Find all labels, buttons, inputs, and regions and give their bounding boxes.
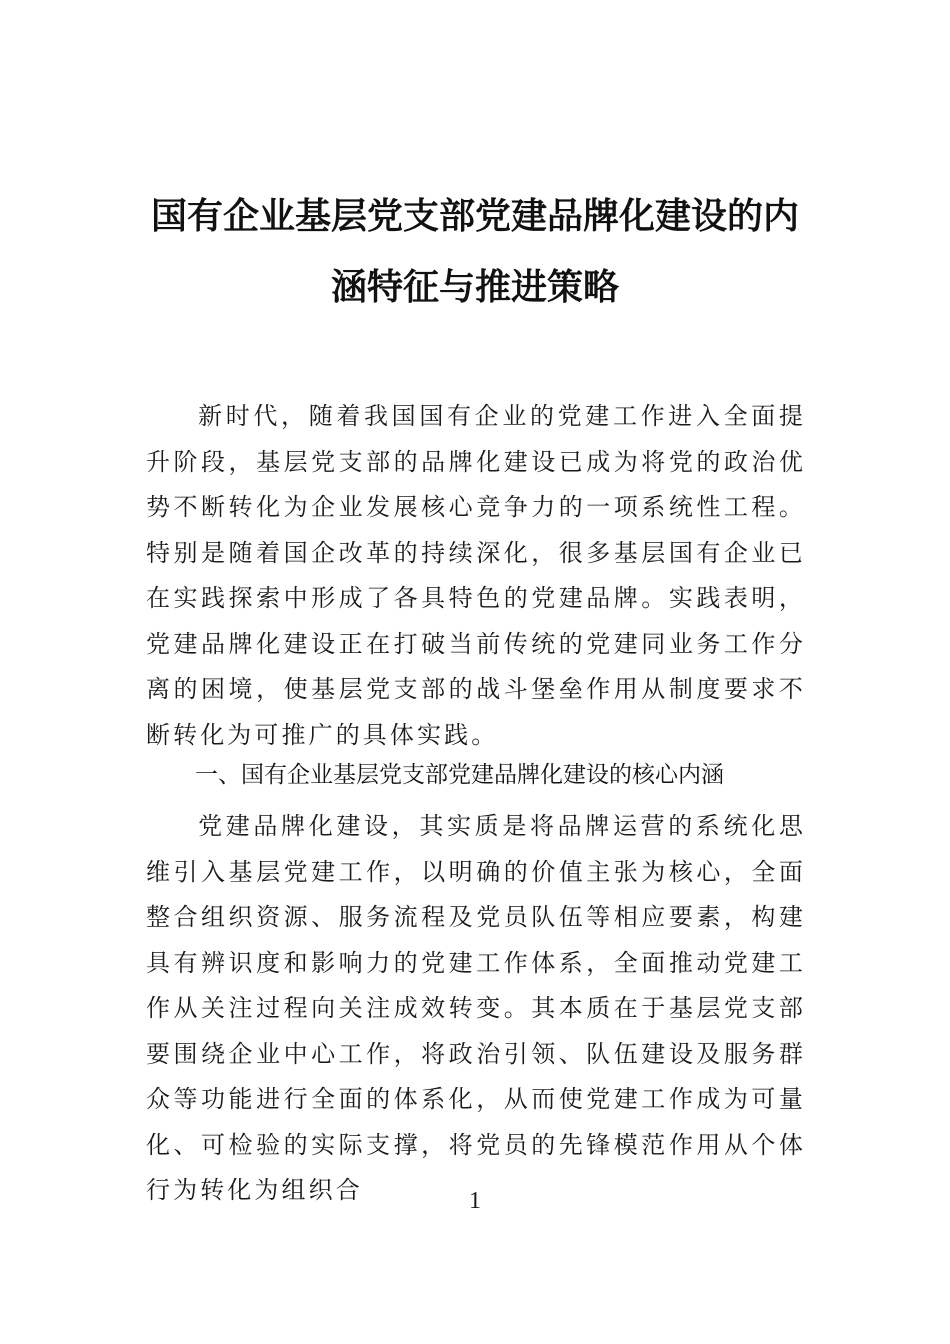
body-paragraph: 党建品牌化建设，其实质是将品牌运营的系统化思维引入基层党建工作，以明确的价值主张为核心，全面整合组织资源、服务流程及党员队伍等相应要素，构建具有辨识度和影响力的党建工作体系，全面推动党建工作从关注过程向关注成效转变。其本质在于基层党支部要围绕企业中心工作，将政治引领、队伍建设及服务群众等功能进行全面的体系化，从而使党建工作成为可量化、可检验的实际支撑，将党员的先锋模范作用从个体行为转化为组织合 [146, 812, 806, 1204]
page-number: 1 [469, 1188, 481, 1214]
document-title-line-2: 涵特征与推进策略 [330, 266, 619, 308]
document-title-line-1: 国有企业基层党支部党建品牌化建设的内 [150, 195, 799, 237]
section-heading: 一、国有企业基层党支部党建品牌化建设的核心内涵 [195, 762, 724, 788]
intro-paragraph: 新时代，随着我国国有企业的党建工作进入全面提升阶段，基层党支部的品牌化建设已成为将党的政治优势不断转化为企业发展核心竞争力的一项系统性工程。特别是随着国企改革的持续深化，很多基层国有企业已在实践探索中形成了各具特色的党建品牌。实践表明，党建品牌化建设正在打破当前传统的党建同业务工作分离的困境，使基层党支部的战斗堡垒作用从制度要求不断转化为可推广的具体实践。 [146, 402, 806, 749]
